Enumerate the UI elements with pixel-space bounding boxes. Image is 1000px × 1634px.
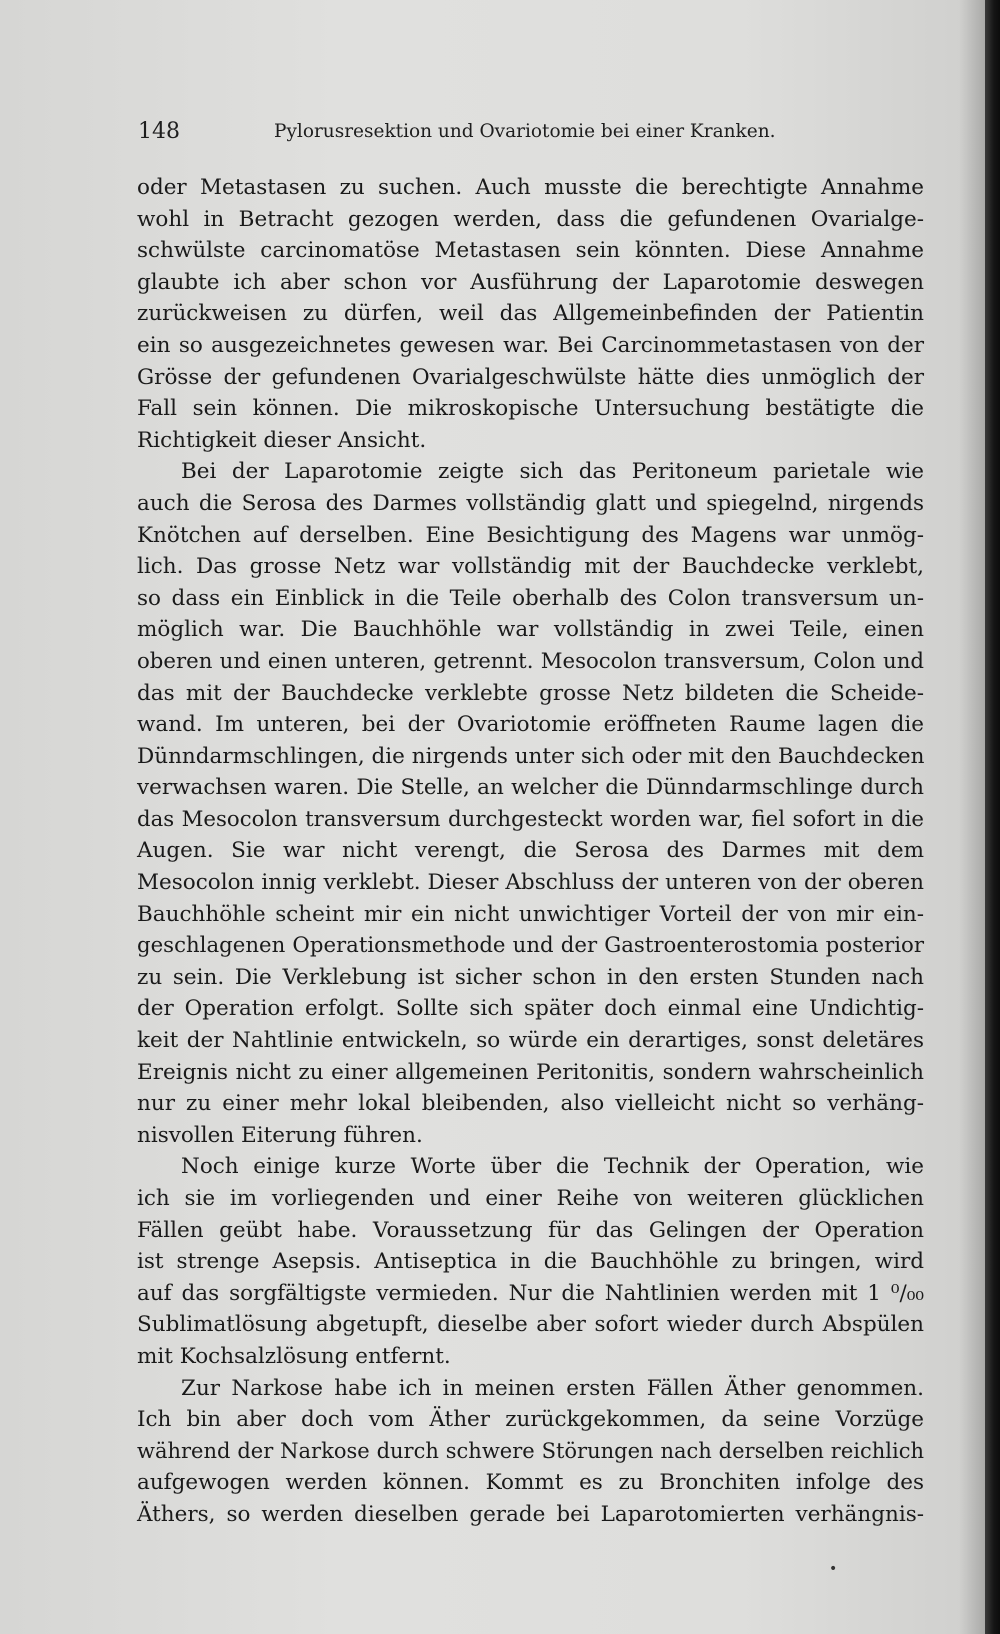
text-line: keit der Nahtlinie entwickeln, so würde ein derartiges, sonst deletäres (137, 1028, 924, 1054)
text-line: das Mesocolon transversum durchgesteckt worden war, fiel sofort in die (137, 806, 924, 832)
text-line: ist strenge Asepsis. Antiseptica in die Bauchhöhle zu bringen, wird (137, 1249, 924, 1275)
text-line: schwülste carcinomatöse Metastasen sein könnten. Diese Annahme (137, 238, 924, 264)
text-line: oder Metastasen zu suchen. Auch musste die berechtigte Annahme (137, 175, 924, 200)
text-line: so dass ein Einblick in die Teile oberhalb des Colon transversum un- (137, 585, 924, 611)
text-line: Dünndarmschlingen, die nirgends unter sich oder mit den Bauchdecken (137, 743, 925, 769)
text-line: mit Kochsalzlösung entfernt. (137, 1343, 451, 1369)
running-header (138, 119, 798, 149)
text-line: nur zu einer mehr lokal bleibenden, also vielleicht nicht so verhäng- (137, 1091, 924, 1117)
text-line: Grösse der gefundenen Ovarialgeschwülste hätte dies unmöglich der (137, 364, 924, 390)
text-line: auf das sorgfältigste vermieden. Nur die Nahtlinien werden mit 1 ⁰/₀₀ (137, 1280, 924, 1306)
text-line: Knötchen auf derselben. Eine Besichtigung des Magens war unmög- (137, 522, 924, 548)
text-line: zurückweisen zu dürfen, weil das Allgemeinbefinden der Patientin (137, 301, 924, 327)
text-line: verwachsen waren. Die Stelle, an welcher die Dünndarmschlinge durch (137, 775, 924, 801)
text-line: Fällen geübt habe. Voraussetzung für das Gelingen der Operation (137, 1217, 924, 1243)
text-line: das mit der Bauchdecke verklebte grosse Netz bildeten die Scheide- (137, 680, 924, 706)
body-text (137, 172, 924, 1531)
text-line: ein so ausgezeichnetes gewesen war. Bei Carcinommetastasen von der (137, 332, 924, 358)
page-number: 148 (138, 119, 180, 144)
text-line: Ereignis nicht zu einer allgemeinen Peritonitis, sondern wahrscheinlich (137, 1059, 924, 1085)
text-line: Äthers, so werden dieselben gerade bei Laparotomierten verhängnis- (137, 1501, 924, 1527)
text-line: Noch einige kurze Worte über die Technik der Operation, wie (181, 1154, 924, 1180)
text-line: aufgewogen werden können. Kommt es zu Bronchiten infolge des (137, 1470, 924, 1496)
text-line: zu sein. Die Verklebung ist sicher schon in den ersten Stunden nach (137, 964, 924, 990)
text-line: während der Narkose durch schwere Störungen nach derselben reichlich (137, 1438, 924, 1463)
text-line: Sublimatlösung abgetupft, dieselbe aber sofort wieder durch Abspülen (137, 1312, 924, 1338)
book-spine (985, 0, 1000, 1634)
page-edge-shadow (959, 0, 985, 1634)
text-line: lich. Das grosse Netz war vollständig mit der Bauchdecke verklebt, (137, 554, 924, 580)
text-line: Ich bin aber doch vom Äther zurückgekommen, da seine Vorzüge (137, 1407, 924, 1433)
text-line: wohl in Betracht gezogen werden, dass die gefundenen Ovarialge- (137, 206, 924, 232)
text-line: der Operation erfolgt. Sollte sich später doch einmal eine Undichtig- (137, 996, 924, 1022)
ink-dot: • (829, 1561, 838, 1577)
text-line: Bauchhöhle scheint mir ein nicht unwichtiger Vorteil der von mir ein- (137, 901, 924, 927)
text-line: Bei der Laparotomie zeigte sich das Peritoneum parietale wie (181, 459, 924, 485)
text-line: geschlagenen Operationsmethode und der Gastroenterostomia posterior (137, 933, 924, 959)
text-line: wand. Im unteren, bei der Ovariotomie eröffneten Raume lagen die (137, 712, 924, 738)
text-line: möglich war. Die Bauchhöhle war vollständig in zwei Teile, einen (137, 617, 924, 643)
text-line: oberen und einen unteren, getrennt. Mesocolon transversum, Colon und (137, 648, 924, 674)
text-line: Fall sein können. Die mikroskopische Untersuchung bestätigte die (137, 396, 924, 422)
text-line: Zur Narkose habe ich in meinen ersten Fällen Äther genommen. (181, 1375, 924, 1401)
text-line: Augen. Sie war nicht verengt, die Serosa des Darmes mit dem (137, 838, 924, 864)
text-line: Richtigkeit dieser Ansicht. (137, 427, 427, 453)
text-line: nisvollen Eiterung führen. (137, 1122, 423, 1148)
text-line: ich sie im vorliegenden und einer Reihe von weiteren glücklichen (137, 1186, 924, 1211)
text-line: auch die Serosa des Darmes vollständig glatt und spiegelnd, nirgends (137, 490, 924, 516)
running-title: Pylorusresektion und Ovariotomie bei einer Kranken. (274, 121, 776, 142)
text-line: Mesocolon innig verklebt. Dieser Abschluss der unteren von der oberen (137, 870, 924, 896)
text-line: glaubte ich aber schon vor Ausführung der Laparotomie deswegen (137, 269, 924, 295)
